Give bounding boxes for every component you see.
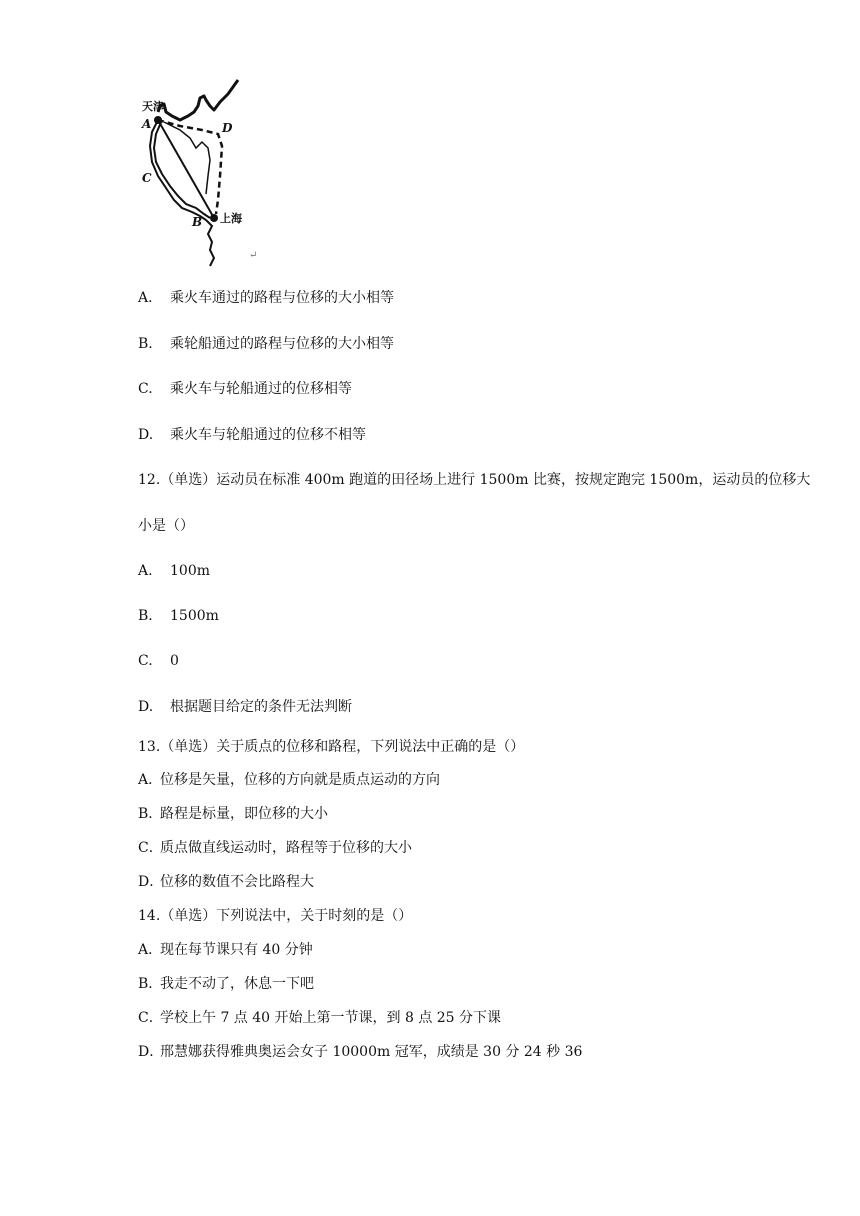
option-text: 乘火车与轮船通过的位移不相等 [170, 427, 366, 443]
q13-option-c [138, 838, 412, 858]
point-b-dot [210, 214, 218, 222]
option-text: 邢慧娜获得雅典奥运会女子 10000m 冠军，成绩是 30 分 24 秒 36 [160, 1044, 583, 1060]
option-text: 0 [170, 653, 179, 669]
option-letter: D． [138, 1044, 164, 1060]
q13-option-b [138, 804, 328, 824]
q14-option-b [138, 974, 314, 994]
q11-option-a [138, 288, 394, 308]
option-letter: D. [138, 427, 154, 443]
q14-option-a [138, 940, 313, 960]
option-text: 乘火车通过的路程与位移的大小相等 [170, 290, 394, 306]
q12-option-a [138, 561, 210, 581]
train-route-dashed [158, 120, 222, 214]
option-letter: C． [138, 840, 163, 856]
option-letter: B. [138, 608, 153, 624]
q14-option-c [138, 1008, 501, 1028]
option-letter: A. [138, 563, 153, 579]
label-shanghai: 上海 [220, 212, 242, 225]
q11-option-d [138, 425, 366, 445]
option-letter: C. [138, 381, 153, 397]
label-c: C [142, 171, 152, 185]
option-text: 乘火车与轮船通过的位移相等 [170, 381, 352, 397]
option-text: 位移的数值不会比路程大 [160, 874, 314, 890]
q14-option-d [138, 1042, 582, 1062]
q12-stem-line2: 小是（） [138, 518, 194, 534]
option-text: 乘轮船通过的路程与位移的大小相等 [170, 336, 394, 352]
option-text: 我走不动了，休息一下吧 [160, 976, 314, 992]
option-text: 路程是标量，即位移的大小 [160, 806, 328, 822]
option-letter: D． [138, 874, 164, 890]
option-text: 根据题目给定的条件无法判断 [170, 699, 352, 715]
option-letter: A. [138, 290, 153, 306]
paragraph-return-mark: ↵ [249, 250, 258, 261]
coastline-path [158, 80, 238, 120]
option-letter: C． [138, 1010, 163, 1026]
q12-stem-line1: 12.（单选）运动员在标准 400m 跑道的田径场上进行 1500m 比赛，按规定跑完 1500m，运动员的位移大 [138, 472, 811, 488]
option-text: 现在每节课只有 40 分钟 [160, 942, 313, 958]
label-a: A [142, 117, 152, 131]
q13-stem: 13.（单选）关于质点的位移和路程，下列说法中正确的是（） [138, 739, 525, 755]
option-text: 100m [170, 563, 210, 579]
route-map-figure [140, 76, 268, 268]
q13-option-d [138, 872, 314, 892]
option-letter: B． [138, 976, 163, 992]
q12-option-b [138, 606, 219, 626]
label-tianjin: 天津 [142, 100, 164, 113]
label-d: D [222, 121, 233, 135]
q13-option-a [138, 770, 440, 790]
q11-option-b [138, 334, 394, 354]
q12-option-d [138, 697, 352, 717]
q12-option-c [138, 651, 179, 671]
option-text: 学校上午 7 点 40 开始上第一节课，到 8 点 25 分下课 [160, 1010, 502, 1026]
option-letter: A． [138, 942, 163, 958]
option-letter: A． [138, 772, 163, 788]
ship-route-path [150, 120, 206, 220]
point-a-dot [154, 116, 162, 124]
q14-stem: 14.（单选）下列说法中，关于时刻的是（） [138, 908, 413, 924]
option-letter: D. [138, 699, 154, 715]
option-text: 1500m [170, 608, 219, 624]
option-text: 位移是矢量，位移的方向就是质点运动的方向 [160, 772, 440, 788]
option-text: 质点做直线运动时，路程等于位移的大小 [160, 840, 412, 856]
q11-option-c [138, 379, 352, 399]
label-b: B [192, 215, 203, 229]
option-letter: C. [138, 653, 153, 669]
option-letter: B． [138, 806, 163, 822]
option-letter: B. [138, 336, 153, 352]
